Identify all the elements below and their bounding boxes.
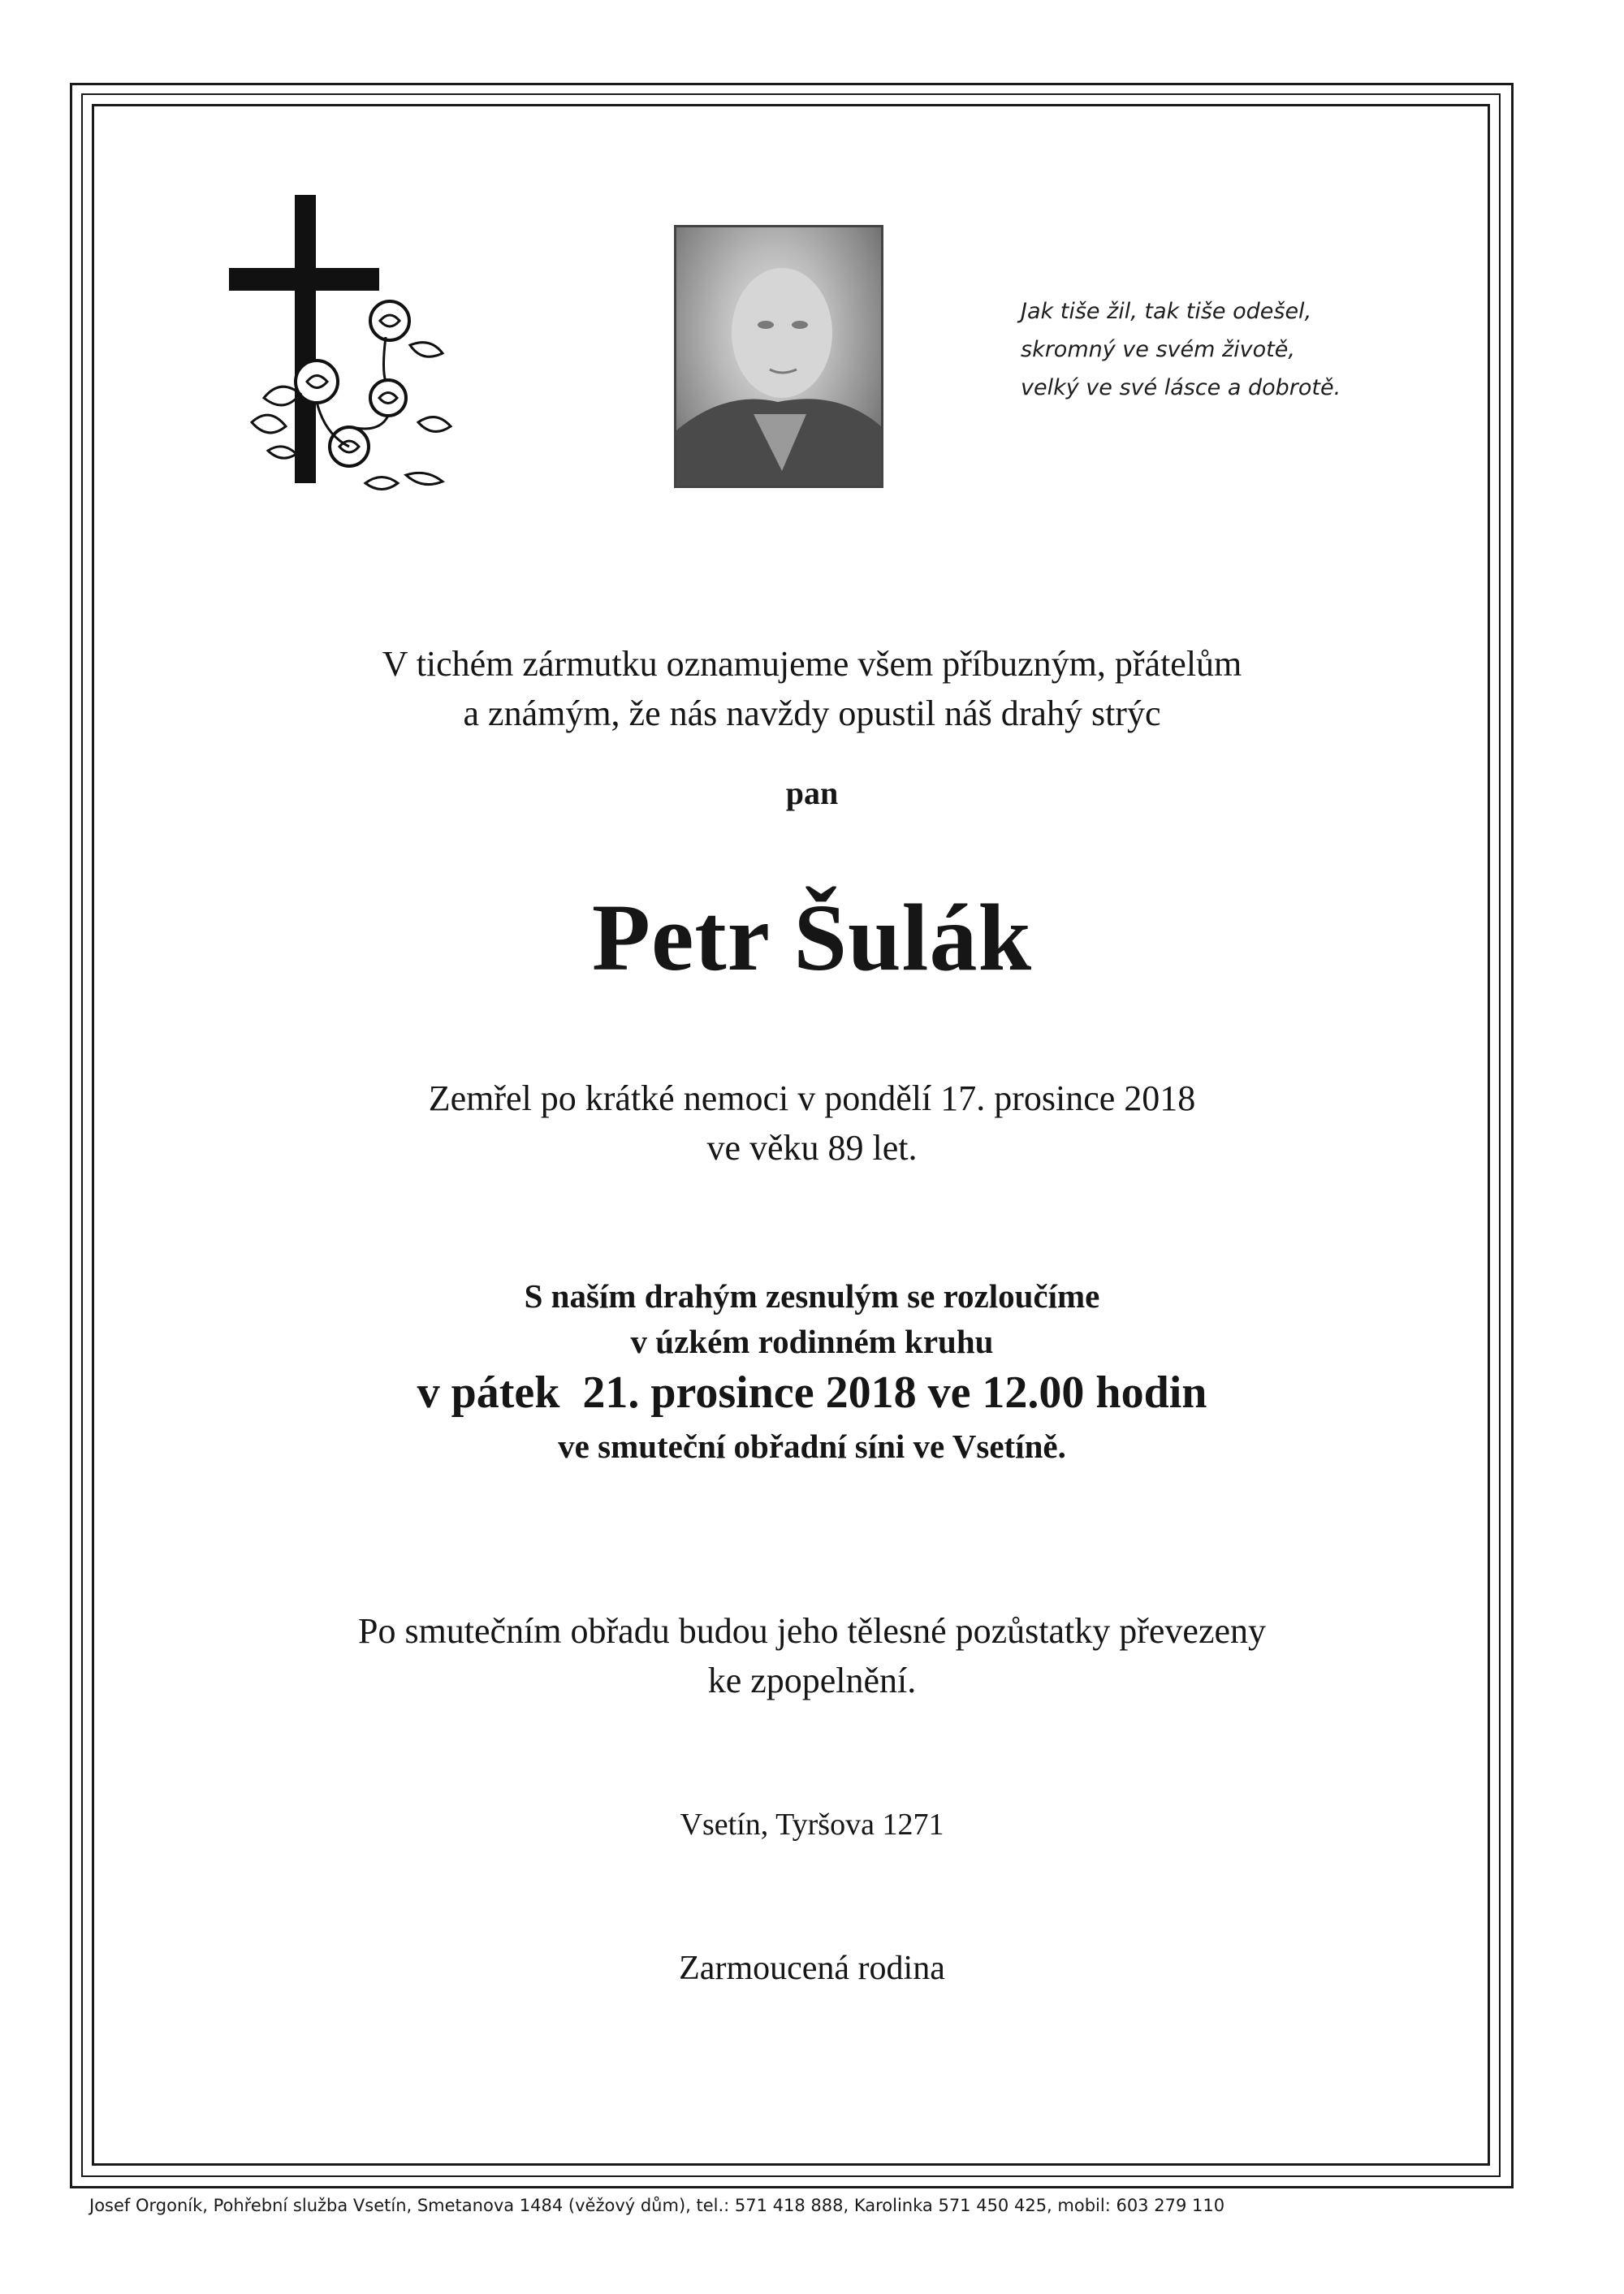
family-address: Vsetín, Tyršova 1271	[680, 1808, 944, 1842]
signature: Zarmoucená rodina	[679, 1950, 945, 1987]
honorific-title: pan	[785, 775, 839, 811]
announcement-line: a známým, že nás navždy opustil náš drahý strýc	[463, 693, 1161, 733]
farewell-intro	[0, 1273, 1624, 1364]
farewell-line: S naším drahým zesnulým se rozloučíme	[524, 1277, 1100, 1315]
funeral-service-footer: Josef Orgoník, Pohřební služba Vsetín, Smetanova 1484 (věžový dům), tel.: 571 418 888, Karolinka 571 450 425, mobil: 603 279 110	[89, 2196, 1225, 2215]
announcement-text	[0, 639, 1624, 738]
verse-line: velký ve své lásce a dobrotě.	[1021, 375, 1341, 400]
farewell-line: v úzkém rodinném kruhu	[630, 1323, 994, 1360]
ceremony-date: v pátek 21. prosince 2018 ve 12.00 hodin	[417, 1367, 1207, 1418]
remains-notice	[0, 1606, 1624, 1705]
memorial-verse	[1021, 292, 1475, 407]
announcement-line: V tichém zármutku oznamujeme všem příbuzným, přátelům	[382, 644, 1242, 684]
remains-line: ke zpopelnění.	[707, 1661, 917, 1700]
cross-with-roses-icon	[219, 191, 463, 516]
verse-line: skromný ve svém životě,	[1021, 337, 1295, 362]
verse-line: Jak tiše žil, tak tiše odešel,	[1021, 299, 1312, 324]
remains-line: Po smutečním obřadu budou jeho tělesné pozůstatky převezeny	[357, 1611, 1267, 1651]
deceased-name: Petr Šulák	[591, 884, 1033, 991]
portrait-photo	[674, 225, 883, 488]
ceremony-place: ve smuteční obřadní síni ve Vsetíně.	[558, 1428, 1066, 1465]
death-notice	[0, 1074, 1624, 1173]
death-line: ve věku 89 let.	[706, 1128, 918, 1168]
death-line: Zemřel po krátké nemoci v pondělí 17. prosince 2018	[428, 1078, 1196, 1118]
